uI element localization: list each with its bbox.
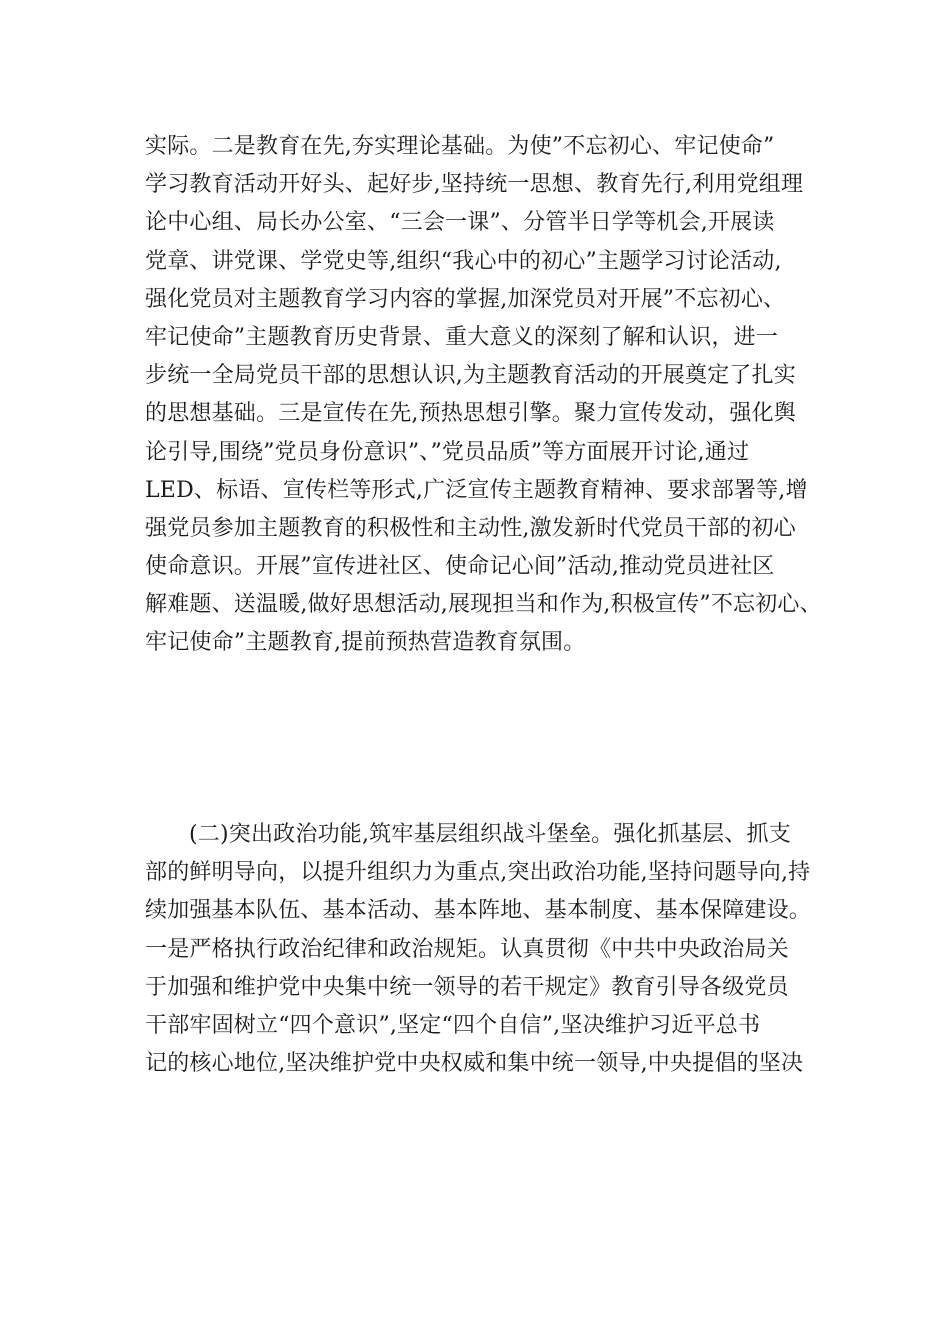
text-line: 论中心组、局长办公室、“三会一课”、分管半日学等机会,开展读 — [145, 210, 775, 236]
text-line: 实际。二是教育在先,夯实理论基础。为使”不忘初心、牢记使命” — [145, 134, 775, 159]
text-line: 牢记使命”主题教育,提前预热营造教育氛围。 — [145, 630, 586, 656]
text-line: 使命意识。开展”宣传进社区、使命记心间”活动,推动党员进社区 — [145, 554, 775, 580]
text-line: 于加强和维护党中央集中统一领导的若干规定》教育引导各级党员 — [145, 974, 789, 1000]
text-line: LED、标语、宣传栏等形式,广泛宣传主题教育精神、要求部署等,增 — [145, 477, 808, 503]
text-line: 牢记使命”主题教育历史背景、重大意义的深刻了解和认识，进一 — [145, 324, 779, 350]
text-line: 论引导,围绕”党员身份意识”、”党员品质”等方面展开讨论,通过 — [145, 439, 750, 465]
text-line: 党章、讲党课、学党史等,组织“我心中的初心”主题学习讨论活动, — [145, 248, 782, 274]
text-line: 记的核心地位,坚决维护党中央权威和集中统一领导,中央提倡的坚决 — [145, 1051, 804, 1077]
text-line: 部的鲜明导向，以提升组织力为重点,突出政治功能,坚持问题导向,持 — [145, 860, 811, 886]
paragraph-1 — [145, 128, 835, 663]
text-line: 一是严格执行政治纪律和政治规矩。认真贯彻《中共中央政治局关 — [145, 936, 789, 962]
text-line: 强党员参加主题教育的积极性和主动性,激发新时代党员干部的初心 — [145, 515, 796, 541]
text-line: 续加强基本队伍、基本活动、基本阵地、基本制度、基本保障建设。 — [145, 898, 812, 924]
text-line: (二)突出政治功能,筑牢基层组织战斗堡垒。强化抓基层、抓支 — [189, 822, 791, 847]
paragraph-2 — [145, 816, 835, 1083]
text-line: 强化党员对主题教育学习内容的掌握,加深党员对开展”不忘初心、 — [145, 286, 786, 312]
text-line: 解难题、送温暖,做好思想活动,展现担当和作为,积极宣传”不忘初心、 — [145, 592, 822, 618]
text-line: 步统一全局党员干部的思想认识,为主题教育活动的开展奠定了扎实 — [145, 363, 796, 389]
text-line: 的思想基础。三是宣传在先,预热思想引擎。聚力宣传发动，强化舆 — [145, 401, 796, 427]
text-line: 干部牢固树立“四个意识”,坚定“四个自信”,坚决维护习近平总书 — [145, 1012, 761, 1038]
text-line: 学习教育活动开好头、起好步,坚持统一思想、教育先行,利用党组理 — [145, 172, 804, 198]
